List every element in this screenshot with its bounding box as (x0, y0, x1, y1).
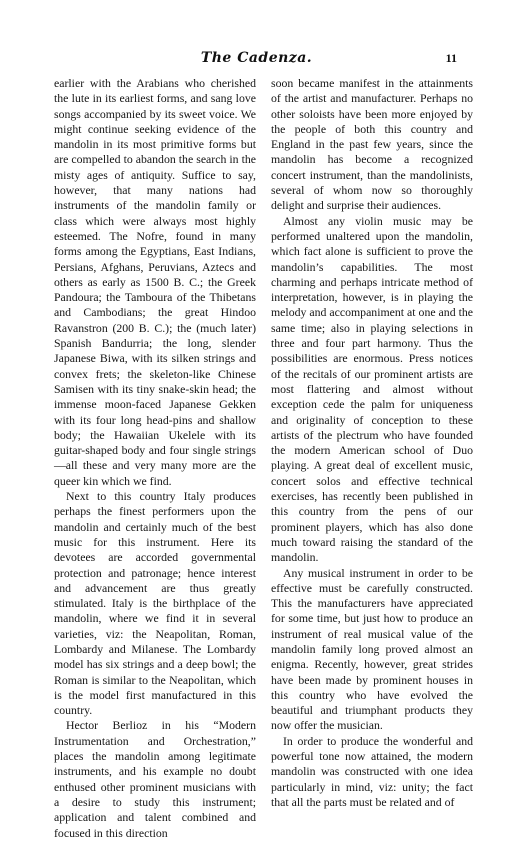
page-title: The Cadenza. (200, 50, 313, 66)
paragraph: In order to produce the wonderful and powerful tone now attained, the modern mandolin was constructed with one idea particularly in mind, viz: unity; the fact that all the parts must be related and of (271, 733, 473, 809)
paragraph: soon became manifest in the attainments of the artist and manufacturer. Perhaps no other soloists have been more enjoyed by the people of both this country and England in the past few years, since the mandolin has become a recognized concert instrument, than the mandolinists, several of whom now so thoroughly delight and surprise their audiences. (271, 76, 473, 213)
page-number: 11 (445, 51, 457, 65)
paragraph: Any musical instrument in order to be effective must be carefully constructed. This the manufacturers have appreciated for some time, but just how to produce an instrument of real musical value of the mandolin family long proved almost an enigma. Recently, however, great strides have been made by prominent houses in this country who have evolved the beautiful and triumphant products they now offer the musician. (271, 565, 473, 733)
right-column (271, 76, 473, 810)
paragraph: Hector Berlioz in his “Modern Instrumentation and Orchestration,” places the mandolin among legitimate instruments, and his example no doubt enthused other prominent musicians with a desire to study this instrument; application and talent combined and focused in this direction (54, 718, 256, 840)
paragraph: Next to this country Italy produces perhaps the finest performers upon the mandolin and certainly much of the best music for this instrument. Here its devotees are accorded governmental protection and patronage; hence interest and advancement are thus greatly stimulated. Italy is the birthplace of the mandolin, where we find it in several varieties, viz: the Neapolitan, Roman, Lombardy and Milanese. The Lombardy model has six strings and a deep bowl; the Roman is similar to the Neapolitan, which is the model first manufactured in this country. (54, 489, 256, 718)
paragraph: Almost any violin music may be performed unaltered upon the mandolin, which fact alone is sufficient to prove the mandolin’s capabilities. The most charming and perhaps intricate method of interpretation, however, is in playing the melody and accompaniment at one and the same time; also in playing selections in three and four part harmony. Thus the possibilities are enormous. Press notices of the recitals of our prominent artists are most flattering and almost without exception cede the palm for uniqueness and originality of conception to these artists of the plectrum who have founded the modern American school of Duo playing. A great deal of excellent music, concert solos and effective technical exercises, has recently been published in this country from the pens of our prominent players, which has also done much toward raising the standard of the mandolin. (271, 213, 473, 565)
left-column (54, 76, 256, 841)
paragraph: earlier with the Arabians who cherished the lute in its earliest forms, and sang love songs accompanied by its sweet voice. We might continue seeking evidence of the mandolin in its most primitive forms but are compelled to abandon the search in the misty ages of antiquity. Suffice to say, however, that many nations had instruments of the mandolin family or class which were always most highly esteemed. The Nofre, found in many forms among the Egyptians, East Indians, Persians, Afghans, Peruvians, Aztecs and others as early as 1500 B. C.; the Greek Pandoura; the Tamboura of the Thibetans and Cambodians; the great Hindoo Ravanstron (200 B. C.); the (much later) Spanish Bandurria; the long, slender Japanese Biwa, with its silken strings and convex frets; the skeleton-like Chinese Samisen with its tiny snake-skin head; the immense moon-faced Japanese Gekken with its four long head-pins and shallow body; the Hawaiian Ukelele with its guitar-shaped body and four single strings—all these and very many more are the queer kin which we find. (54, 76, 256, 488)
